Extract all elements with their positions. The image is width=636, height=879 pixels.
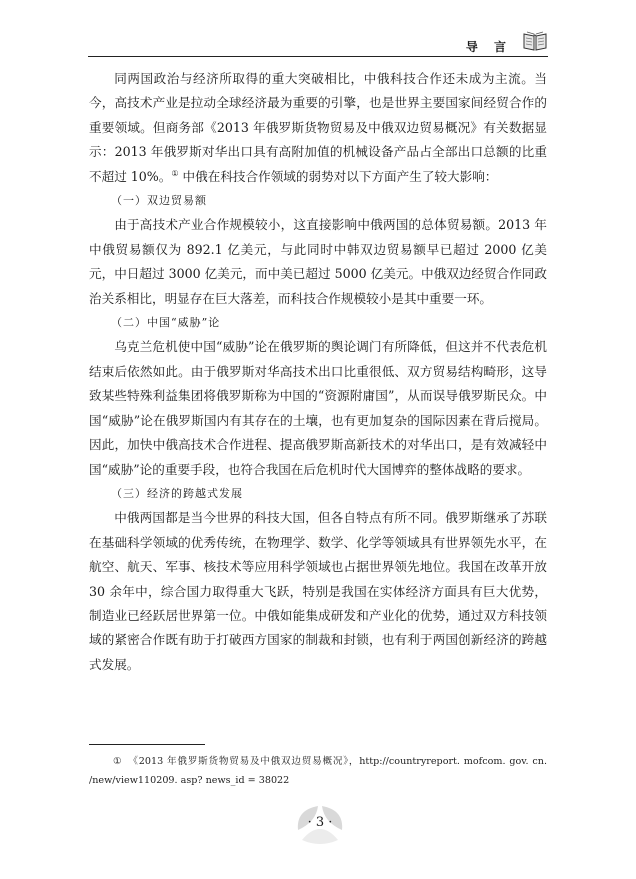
paragraph: 中俄两国都是当今世界的科技大国，但各自特点有所不同。俄罗斯继承了苏联在基础科学领域的优秀传统，在物理学、数学、化学等领域具有世界领先水平，在航空、航天、军事、核技术等应用科学领域也占据世界领先地位。我国在改革开放 30 余年中，综合国力取得重大飞跃，特别是我国在实体经济方面具有巨大优势，制造业已经跃居世界第一位。中俄如能集成研发和产业化的优势，通过双方科技领域的紧密合作既有助于打破西方国家的制裁和封锁，也有利于两国创新经济的跨越式发展。 (89, 510, 547, 672)
paragraph: 由于高技术产业合作规模较小，这直接影响中俄两国的总体贸易额。2013 年中俄贸易额仅为 892.1 亿美元，与此同时中韩双边贸易额早已超过 2000 亿美元，中日超过 3000 亿美元，而中美已超过 5000 亿美元。中俄双边经贸合作同政治关系相比，明显存在巨大落差，而科技合作规模较小是其中重要一环。 (89, 217, 547, 306)
body-text (89, 67, 547, 677)
footnote-reference[interactable]: ① (171, 168, 179, 178)
section-heading: （三）经济的跨越式发展 (111, 486, 243, 500)
page-number-badge (292, 800, 348, 850)
running-header (88, 28, 548, 58)
open-book-icon (522, 30, 548, 52)
section-heading: （二）中国“威胁”论 (111, 316, 221, 330)
footnote (89, 752, 547, 790)
footnote-marker: ① (113, 756, 123, 767)
section-heading: （一）双边贸易额 (111, 194, 207, 208)
paragraph: 乌克兰危机使中国“威胁”论在俄罗斯的舆论调门有所降低，但这并不代表危机结束后依然如此。由于俄罗斯对华高技术出口比重很低、双方贸易结构畸形，这导致某些特殊利益集团将俄罗斯称为中国的“资源附庸国”，从而误导俄罗斯民众。中国“威胁”论在俄罗斯国内有其存在的土壤，也有更加复杂的国际因素在背后搅局。因此，加快中俄高技术合作进程、提高俄罗斯高新技术的对华出口，是有效减轻中国“威胁”论的重要手段，也符合我国在后危机时代大国博弈的整体战略的要求。 (89, 339, 547, 477)
running-header-title: 导 言 (465, 40, 512, 54)
footnote-rule (89, 744, 205, 745)
header-rule (88, 56, 548, 57)
page-number: · 3 · (307, 815, 333, 830)
footnote-text: 《2013 年俄罗斯货物贸易及中俄双边贸易概况》，http://countryreport. mofcom. gov. cn. /new/view110209. asp? news_id = 38022 (89, 756, 547, 786)
paragraph: 同两国政治与经济所取得的重大突破相比，中俄科技合作还未成为主流。当今，高技术产业是拉动全球经济最为重要的引擎，也是世界主要国家间经贸合作的重要领域。但商务部《2013 年俄罗斯货物贸易及中俄双边贸易概况》有关数据显示：2013 年俄罗斯对华出口具有高附加值的机械设备产品占全部出口总额的比重不超过 10%。① 中俄在科技合作领域的弱势对以下方面产生了较大影响： (89, 71, 547, 184)
